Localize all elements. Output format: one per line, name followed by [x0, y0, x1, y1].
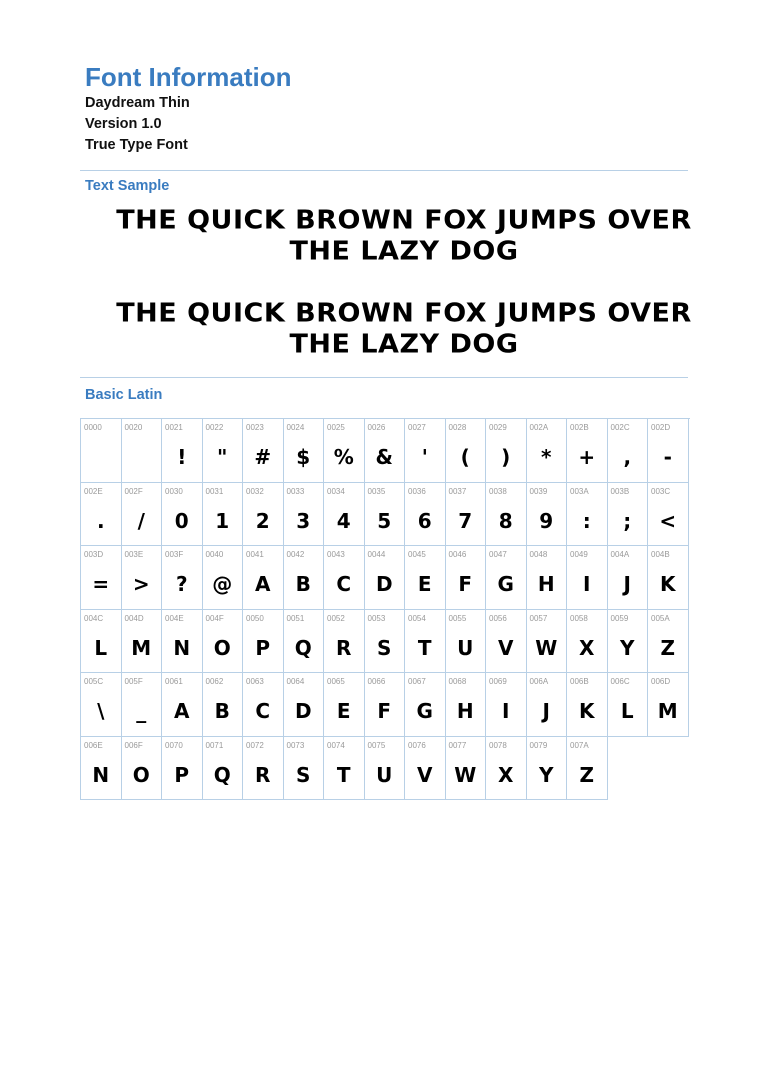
glyph-cell	[203, 483, 244, 547]
glyph-cell	[486, 483, 527, 547]
glyph-cell	[365, 673, 406, 737]
glyph-code: 005C	[84, 677, 104, 686]
glyph-code: 0062	[205, 677, 224, 686]
glyph-code: 0048	[529, 550, 548, 559]
glyph-code: 0036	[408, 486, 426, 496]
glyph-cell	[162, 737, 203, 801]
glyph-code: 0047	[489, 550, 507, 559]
glyph-code: 004B	[651, 550, 670, 559]
glyph-char: H	[537, 572, 555, 596]
glyph-code: 0050	[246, 613, 264, 623]
glyph-cell	[608, 610, 649, 674]
glyph-code: 0055	[448, 613, 467, 623]
glyph-code: 006A	[529, 677, 549, 686]
glyph-code: 0077	[448, 740, 467, 750]
divider	[80, 170, 688, 171]
glyph-char: P	[255, 635, 271, 660]
glyph-cell	[527, 419, 568, 483]
glyph-cell	[284, 673, 325, 737]
glyph-cell	[324, 546, 365, 610]
glyph-cell	[324, 483, 365, 547]
glyph-char: N	[92, 762, 110, 787]
glyph-code: 0027	[408, 423, 426, 432]
glyph-code: 0030	[165, 486, 183, 496]
glyph-code: 0000	[84, 423, 102, 432]
glyph-code: 002A	[529, 423, 549, 432]
glyph-code: 0043	[327, 550, 345, 559]
glyph-char: U	[376, 762, 393, 787]
sample-line: THE QUICK BROWN FOX JUMPS OVER	[116, 298, 692, 329]
font-name: Daydream Thin	[85, 95, 190, 111]
glyph-cell	[284, 610, 325, 674]
glyph-cell	[365, 546, 406, 610]
glyph-char: 6	[417, 508, 432, 533]
glyph-cell	[608, 483, 649, 547]
glyph-code: 0069	[489, 677, 507, 686]
glyph-char: %	[333, 445, 354, 469]
glyph-char: '	[421, 445, 428, 469]
glyph-char: 8	[498, 508, 513, 533]
glyph-char: 4	[336, 508, 351, 533]
glyph-code: 0049	[570, 550, 588, 559]
glyph-cell	[365, 419, 406, 483]
glyph-char: L	[94, 635, 108, 660]
glyph-code: 002D	[651, 423, 671, 432]
glyph-cell	[284, 419, 325, 483]
glyph-code: 0026	[367, 423, 386, 432]
glyph-cell	[527, 546, 568, 610]
glyph-char: U	[457, 635, 474, 660]
glyph-code: 0039	[529, 486, 548, 496]
glyph-code: 0061	[165, 677, 183, 686]
glyph-code: 0028	[448, 423, 467, 432]
glyph-char: S	[377, 635, 392, 660]
glyph-cell	[324, 610, 365, 674]
glyph-cell	[648, 483, 689, 547]
glyph-char: P	[174, 762, 190, 787]
glyph-cell	[527, 610, 568, 674]
glyph-char: O	[132, 762, 150, 787]
glyph-char: ;	[623, 508, 632, 533]
glyph-cell	[203, 737, 244, 801]
glyph-char: V	[417, 762, 433, 787]
glyph-char: 1	[215, 508, 230, 533]
glyph-char: =	[92, 572, 110, 596]
glyph-code: 006B	[570, 677, 589, 686]
glyph-code: 0024	[286, 423, 305, 432]
glyph-code: 0072	[246, 740, 264, 750]
glyph-char: &	[375, 445, 393, 469]
glyph-char: !	[177, 445, 187, 469]
glyph-char: C	[336, 572, 352, 596]
glyph-code: 0035	[367, 486, 386, 496]
text-sample-block-1	[100, 205, 708, 268]
glyph-char: )	[501, 445, 511, 469]
sample-line: THE LAZY DOG	[289, 236, 519, 267]
glyph-code: 0074	[327, 740, 345, 750]
glyph-code: 0034	[327, 486, 345, 496]
glyph-cell	[81, 483, 122, 547]
glyph-cell	[243, 673, 284, 737]
font-type: True Type Font	[85, 137, 188, 153]
glyph-code: 0053	[367, 613, 386, 623]
glyph-char: J	[623, 572, 631, 596]
glyph-cell	[162, 419, 203, 483]
glyph-cell	[567, 419, 608, 483]
glyph-char: +	[578, 445, 596, 469]
sample-line: THE QUICK BROWN FOX JUMPS OVER	[116, 205, 692, 236]
glyph-code: 0029	[489, 423, 507, 432]
glyph-code: 006C	[610, 677, 630, 686]
glyph-cell	[243, 610, 284, 674]
glyph-char: -	[663, 445, 672, 469]
glyph-cell	[162, 546, 203, 610]
glyph-cell	[608, 546, 649, 610]
glyph-code: 006F	[124, 740, 143, 750]
glyph-cell	[162, 673, 203, 737]
glyph-cell	[243, 546, 284, 610]
glyph-code: 005F	[124, 677, 143, 686]
glyph-cell	[81, 546, 122, 610]
glyph-code: 0045	[408, 550, 426, 559]
glyph-char: B	[295, 572, 311, 596]
glyph-char: M	[131, 635, 152, 660]
glyph-code: 0075	[367, 740, 386, 750]
divider	[80, 377, 688, 378]
glyph-char: B	[214, 699, 230, 723]
glyph-cell	[324, 737, 365, 801]
glyph-code: 0076	[408, 740, 426, 750]
glyph-code: 0033	[286, 486, 305, 496]
glyph-code: 0063	[246, 677, 264, 686]
glyph-cell	[243, 483, 284, 547]
glyph-cell	[405, 546, 446, 610]
glyph-cell	[81, 737, 122, 801]
glyph-code: 0032	[246, 486, 264, 496]
glyph-char: W	[454, 762, 477, 787]
glyph-char: O	[213, 635, 231, 660]
glyph-char: Q	[294, 635, 312, 660]
glyph-code: 007A	[570, 740, 589, 750]
glyph-code: 005A	[651, 613, 670, 623]
glyph-code: 0064	[286, 677, 305, 686]
glyph-code: 0031	[205, 486, 224, 496]
glyph-cell	[486, 419, 527, 483]
glyph-char: T	[417, 635, 432, 660]
glyph-cell	[284, 483, 325, 547]
glyph-code: 0023	[246, 423, 264, 432]
glyph-char: /	[137, 508, 145, 533]
glyph-char: T	[336, 762, 351, 787]
glyph-code: 006D	[651, 677, 671, 686]
glyph-char: K	[660, 572, 676, 596]
glyph-code: 002C	[610, 423, 630, 432]
glyph-char: S	[296, 762, 311, 787]
glyph-cell	[648, 419, 689, 483]
glyph-cell	[203, 673, 244, 737]
basic-latin-heading: Basic Latin	[85, 387, 163, 403]
glyph-cell	[324, 419, 365, 483]
glyph-char: R	[255, 762, 271, 787]
glyph-code: 004C	[84, 613, 104, 623]
glyph-code: 0071	[205, 740, 224, 750]
glyph-char: D	[375, 572, 393, 596]
glyph-cell	[446, 737, 487, 801]
glyph-cell	[405, 673, 446, 737]
glyph-char: F	[377, 699, 392, 723]
glyph-code: 004E	[165, 613, 184, 623]
glyph-char: V	[498, 635, 514, 660]
glyph-cell	[567, 610, 608, 674]
glyph-char: Q	[213, 762, 231, 787]
glyph-cell	[243, 419, 284, 483]
glyph-code: 004A	[610, 550, 630, 559]
glyph-cell	[203, 546, 244, 610]
glyph-code: 0067	[408, 677, 426, 686]
glyph-cell	[608, 419, 649, 483]
glyph-cell	[608, 673, 649, 737]
glyph-grid	[80, 418, 690, 800]
glyph-cell	[648, 610, 689, 674]
glyph-cell	[122, 610, 163, 674]
glyph-char: 3	[296, 508, 311, 533]
glyph-code: 0065	[327, 677, 345, 686]
glyph-cell	[162, 610, 203, 674]
glyph-char: G	[497, 572, 514, 596]
glyph-code: 0022	[205, 423, 224, 432]
glyph-cell	[446, 546, 487, 610]
glyph-cell	[405, 610, 446, 674]
glyph-cell	[365, 737, 406, 801]
glyph-cell	[527, 737, 568, 801]
glyph-cell	[486, 673, 527, 737]
glyph-code: 0025	[327, 423, 345, 432]
glyph-cell	[365, 483, 406, 547]
glyph-code: 0021	[165, 423, 183, 432]
glyph-char: 0	[174, 508, 189, 533]
glyph-code: 0070	[165, 740, 183, 750]
glyph-cell	[81, 673, 122, 737]
glyph-code: 0079	[529, 740, 548, 750]
page-title: Font Information	[85, 62, 292, 92]
glyph-char: ,	[623, 445, 632, 469]
glyph-cell	[567, 483, 608, 547]
glyph-code: 0020	[124, 423, 143, 432]
glyph-code: 0042	[286, 550, 305, 559]
glyph-code: 002B	[570, 423, 589, 432]
text-sample-block-2	[100, 298, 708, 361]
glyph-cell	[405, 483, 446, 547]
glyph-char: _	[136, 699, 147, 723]
glyph-char: "	[217, 445, 228, 469]
glyph-cell	[648, 673, 689, 737]
glyph-cell	[122, 546, 163, 610]
glyph-cell	[446, 483, 487, 547]
glyph-char: L	[620, 699, 634, 723]
glyph-code: 0041	[246, 550, 264, 559]
glyph-cell	[446, 673, 487, 737]
glyph-char: (	[460, 445, 470, 469]
text-sample-heading: Text Sample	[85, 178, 170, 194]
glyph-code: 0058	[570, 613, 588, 623]
glyph-char: 5	[377, 508, 392, 533]
glyph-cell	[203, 419, 244, 483]
glyph-code: 0037	[448, 486, 467, 496]
glyph-cell	[486, 737, 527, 801]
glyph-cell	[405, 737, 446, 801]
glyph-cell	[365, 610, 406, 674]
glyph-cell	[122, 483, 163, 547]
glyph-code: 002E	[84, 486, 103, 496]
glyph-char: A	[255, 572, 271, 596]
glyph-cell	[527, 673, 568, 737]
sample-line: THE LAZY DOG	[289, 329, 519, 360]
glyph-char: I	[502, 699, 510, 723]
glyph-code: 003D	[84, 550, 104, 559]
glyph-code: 0059	[610, 613, 629, 623]
glyph-char: D	[294, 699, 312, 723]
glyph-code: 0078	[489, 740, 507, 750]
glyph-char: *	[541, 445, 552, 469]
glyph-char: $	[296, 445, 311, 469]
glyph-char: X	[579, 635, 595, 660]
glyph-cell	[243, 737, 284, 801]
glyph-char: .	[96, 508, 105, 533]
glyph-cell	[567, 673, 608, 737]
glyph-code: 0044	[367, 550, 386, 559]
glyph-char: G	[416, 699, 433, 723]
glyph-code: 0051	[286, 613, 305, 623]
glyph-char: K	[579, 699, 595, 723]
glyph-code: 0038	[489, 486, 507, 496]
glyph-char: >	[132, 572, 150, 596]
glyph-cell	[284, 737, 325, 801]
glyph-char: #	[254, 445, 272, 469]
glyph-char: E	[417, 572, 432, 596]
glyph-cell	[446, 610, 487, 674]
glyph-char: I	[583, 572, 591, 596]
glyph-char: H	[456, 699, 474, 723]
glyph-code: 0054	[408, 613, 426, 623]
glyph-char: R	[336, 635, 352, 660]
glyph-cell	[81, 419, 122, 483]
glyph-char: 9	[539, 508, 554, 533]
glyph-char: M	[657, 699, 678, 723]
glyph-char: Z	[660, 635, 675, 660]
glyph-code: 0056	[489, 613, 507, 623]
glyph-cell	[527, 483, 568, 547]
glyph-code: 0066	[367, 677, 386, 686]
glyph-cell	[567, 546, 608, 610]
glyph-char: C	[255, 699, 271, 723]
glyph-code: 0073	[286, 740, 305, 750]
glyph-code: 003C	[651, 486, 671, 496]
glyph-cell	[122, 419, 163, 483]
font-version: Version 1.0	[85, 116, 162, 132]
glyph-char: Z	[579, 762, 594, 787]
glyph-char: J	[542, 699, 550, 723]
glyph-cell	[203, 610, 244, 674]
glyph-cell	[405, 419, 446, 483]
glyph-cell	[162, 483, 203, 547]
glyph-cell	[446, 419, 487, 483]
glyph-code: 004D	[124, 613, 144, 623]
glyph-char: :	[582, 508, 591, 533]
glyph-code: 004F	[205, 613, 224, 623]
glyph-code: 002F	[124, 486, 143, 496]
glyph-cell	[648, 546, 689, 610]
glyph-code: 003B	[610, 486, 630, 496]
glyph-char: E	[336, 699, 351, 723]
glyph-char: A	[174, 699, 190, 723]
glyph-code: 0046	[448, 550, 467, 559]
glyph-code: 006E	[84, 740, 103, 750]
glyph-code: 003F	[165, 550, 184, 559]
glyph-cell	[567, 737, 608, 801]
glyph-char: 2	[255, 508, 270, 533]
glyph-code: 0040	[205, 550, 224, 559]
glyph-char: N	[173, 635, 191, 660]
glyph-char: <	[659, 508, 677, 533]
glyph-char: Y	[539, 762, 554, 787]
glyph-code: 0068	[448, 677, 467, 686]
glyph-char: 7	[458, 508, 473, 533]
glyph-char: W	[535, 635, 558, 660]
glyph-cell	[486, 610, 527, 674]
glyph-cell	[324, 673, 365, 737]
glyph-char: ?	[175, 572, 188, 596]
glyph-cell	[486, 546, 527, 610]
glyph-cell	[122, 673, 163, 737]
glyph-cell	[122, 737, 163, 801]
glyph-char: Y	[620, 635, 635, 660]
glyph-code: 0057	[529, 613, 548, 623]
glyph-char: F	[458, 572, 473, 596]
glyph-char: @	[212, 572, 233, 596]
glyph-code: 0052	[327, 613, 345, 623]
glyph-code: 003A	[570, 486, 589, 496]
glyph-cell	[81, 610, 122, 674]
glyph-cell	[284, 546, 325, 610]
glyph-char: X	[498, 762, 514, 787]
glyph-code: 003E	[124, 550, 144, 559]
glyph-char: \	[97, 699, 105, 723]
